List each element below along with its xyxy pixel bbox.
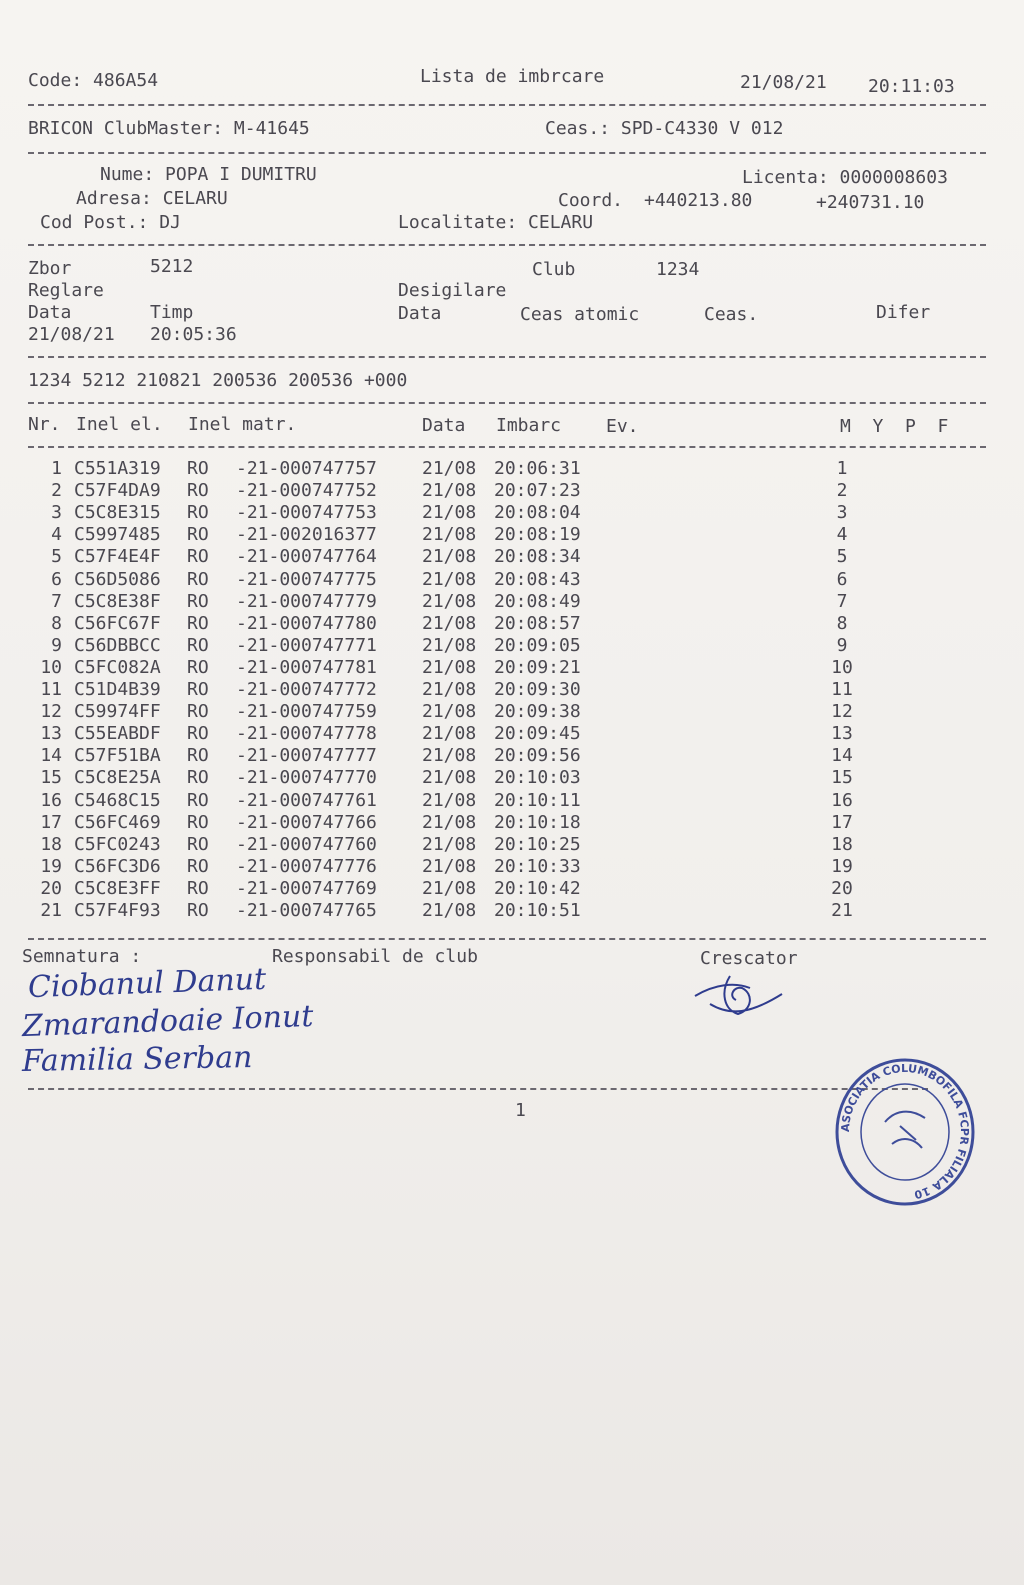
table-row — [0, 458, 1024, 480]
desigilare-label: Desigilare — [398, 280, 507, 301]
header-mypf: M Y P F — [840, 416, 949, 437]
country-code: RO — [187, 679, 209, 700]
boarding-time: 20:10:25 — [494, 833, 581, 855]
boarding-date: 21/08 — [422, 745, 477, 767]
ring-number: -21-000747752 — [236, 480, 377, 502]
table-row — [0, 679, 1024, 701]
marker-m: 20 — [831, 877, 853, 899]
boarding-time: 20:08:57 — [494, 612, 581, 634]
boarding-date: 21/08 — [422, 900, 477, 921]
stamp-text: ASOCIATIA COLUMBOFILA FCPR FILIALA 10 — [838, 1061, 972, 1202]
marker-m: 13 — [831, 723, 853, 745]
header-nr: Nr. — [28, 414, 61, 435]
electronic-ring: C551A319 — [74, 458, 161, 479]
marker-m: 12 — [831, 701, 853, 723]
row-number: 13 — [40, 723, 62, 745]
table-row — [0, 900, 1024, 922]
country-code: RO — [187, 877, 209, 899]
electronic-ring: C5C8E3FF — [74, 877, 161, 899]
boarding-date: 21/08 — [422, 723, 477, 745]
document-code: Code: 486A54 — [28, 70, 159, 91]
ring-number: -21-000747777 — [236, 745, 377, 767]
ring-number: -21-000747765 — [236, 900, 377, 921]
clock-id: Ceas.: SPD-C4330 V 012 — [545, 118, 784, 139]
breeder-label: Crescator — [700, 948, 798, 969]
boarding-time: 20:10:18 — [494, 811, 581, 833]
license-number: Licenta: 0000008603 — [742, 167, 948, 188]
electronic-ring: C55EABDF — [74, 723, 161, 745]
boarding-time: 20:10:42 — [494, 877, 581, 899]
divider — [28, 152, 986, 154]
header-imbarc: Imbarc — [496, 415, 562, 436]
row-number: 8 — [51, 612, 62, 634]
electronic-ring: C57F4E4F — [74, 546, 161, 568]
locality: Localitate: CELARU — [398, 212, 594, 233]
marker-m: 5 — [836, 546, 848, 568]
marker-m: 7 — [836, 590, 848, 612]
marker-m: 10 — [831, 656, 853, 678]
boarding-time: 20:08:43 — [494, 568, 581, 590]
table-row — [0, 856, 1024, 878]
boarding-date: 21/08 — [422, 811, 477, 833]
boarding-date: 21/08 — [422, 546, 477, 568]
boarding-date: 21/08 — [422, 458, 477, 479]
marker-m: 16 — [831, 789, 853, 811]
divider — [28, 402, 986, 404]
header-inel-matr: Inel matr. — [188, 414, 297, 435]
country-code: RO — [187, 767, 209, 789]
postal-code: Cod Post.: DJ — [40, 212, 181, 233]
table-row — [0, 524, 1024, 546]
table-row — [0, 657, 1024, 679]
ring-number: -21-000747780 — [236, 612, 377, 634]
electronic-ring: C5C8E38F — [74, 590, 161, 612]
reglare-date: 21/08/21 — [28, 324, 115, 345]
electronic-ring: C56D5086 — [74, 568, 161, 590]
electronic-ring: C5FC0243 — [74, 833, 161, 855]
country-code: RO — [187, 568, 209, 590]
flight-summary-code: 1234 5212 210821 200536 200536 +000 — [28, 370, 408, 391]
marker-m: 6 — [836, 568, 848, 590]
ring-number: -21-000747764 — [236, 546, 377, 568]
boarding-date: 21/08 — [422, 590, 477, 612]
header-data: Data — [422, 415, 466, 436]
club-value: 1234 — [656, 259, 700, 280]
table-row — [0, 878, 1024, 900]
handwritten-signature-3: Familia Serban — [21, 1039, 253, 1080]
owner-name: Nume: POPA I DUMITRU — [100, 164, 317, 185]
boarding-time: 20:09:21 — [494, 656, 581, 678]
boarding-time: 20:07:23 — [494, 480, 581, 502]
row-number: 18 — [40, 833, 62, 855]
electronic-ring: C5FC082A — [74, 656, 161, 678]
table-row — [0, 502, 1024, 524]
difer-label: Difer — [876, 302, 931, 323]
marker-m: 17 — [831, 811, 853, 833]
country-code: RO — [187, 723, 209, 745]
row-number: 6 — [51, 568, 62, 590]
ring-number: -21-000747759 — [236, 701, 377, 723]
country-code: RO — [187, 656, 209, 678]
row-number: 12 — [40, 701, 62, 723]
print-date: 21/08/21 — [740, 72, 827, 93]
marker-m: 18 — [831, 833, 853, 855]
marker-m: 8 — [836, 612, 848, 634]
table-row — [0, 635, 1024, 657]
clubmaster-id: BRICON ClubMaster: M-41645 — [28, 118, 310, 139]
club-responsible-label: Responsabil de club — [272, 946, 478, 967]
country-code: RO — [187, 612, 209, 634]
electronic-ring: C56DBBCC — [74, 634, 161, 656]
country-code: RO — [187, 900, 209, 921]
boarding-date: 21/08 — [422, 524, 477, 546]
divider — [28, 244, 986, 246]
row-number: 1 — [51, 458, 62, 479]
club-stamp — [830, 1052, 980, 1212]
row-number: 14 — [40, 745, 62, 767]
boarding-date: 21/08 — [422, 877, 477, 899]
table-row — [0, 834, 1024, 856]
boarding-time: 20:08:49 — [494, 590, 581, 612]
boarding-time: 20:08:19 — [494, 524, 581, 546]
boarding-time: 20:08:34 — [494, 546, 581, 568]
ring-number: -21-000747778 — [236, 723, 377, 745]
boarding-date: 21/08 — [422, 502, 477, 524]
boarding-date: 21/08 — [422, 679, 477, 700]
boarding-time: 20:09:45 — [494, 723, 581, 745]
page-number: 1 — [515, 1100, 526, 1121]
country-code: RO — [187, 546, 209, 568]
boarding-time: 20:10:03 — [494, 767, 581, 789]
zbor-value: 5212 — [150, 256, 194, 277]
row-number: 10 — [40, 656, 62, 678]
marker-m: 2 — [836, 480, 848, 502]
boarding-date: 21/08 — [422, 767, 477, 789]
print-time: 20:11:03 — [868, 76, 955, 97]
row-number: 17 — [40, 811, 62, 833]
row-number: 21 — [40, 900, 62, 921]
marker-m: 4 — [836, 524, 848, 546]
breeder-signature-mark — [690, 970, 790, 1030]
reglare-time: 20:05:36 — [150, 324, 237, 345]
row-number: 11 — [40, 679, 62, 700]
ring-number: -21-000747753 — [236, 502, 377, 524]
table-row — [0, 812, 1024, 834]
ring-number: -21-000747779 — [236, 590, 377, 612]
ceas-atomic-label: Ceas atomic — [520, 304, 640, 325]
owner-address: Adresa: CELARU — [76, 188, 228, 209]
signature-label: Semnatura : — [22, 946, 142, 967]
ring-number: -21-000747766 — [236, 811, 377, 833]
divider — [28, 938, 986, 940]
divider — [28, 356, 986, 358]
reglare-label: Reglare — [28, 280, 104, 301]
row-number: 9 — [51, 634, 62, 656]
country-code: RO — [187, 458, 209, 479]
country-code: RO — [187, 634, 209, 656]
table-row — [0, 701, 1024, 723]
electronic-ring: C57F51BA — [74, 745, 161, 767]
ring-number: -21-000747776 — [236, 855, 377, 877]
marker-m: 11 — [831, 679, 853, 700]
divider — [28, 446, 986, 448]
country-code: RO — [187, 745, 209, 767]
timp-label: Timp — [150, 302, 194, 323]
electronic-ring: C5997485 — [74, 524, 161, 546]
boarding-time: 20:09:30 — [494, 679, 581, 700]
marker-m: 14 — [831, 745, 853, 767]
ring-number: -21-000747761 — [236, 789, 377, 811]
country-code: RO — [187, 524, 209, 546]
table-row — [0, 546, 1024, 568]
ring-number: -21-000747775 — [236, 568, 377, 590]
marker-m: 1 — [836, 458, 848, 479]
country-code: RO — [187, 590, 209, 612]
coord-latitude: +440213.80 — [644, 190, 753, 211]
coord-longitude: +240731.10 — [816, 192, 925, 213]
electronic-ring: C5C8E25A — [74, 767, 161, 789]
row-number: 5 — [51, 546, 62, 568]
electronic-ring: C56FC67F — [74, 612, 161, 634]
header-inel-el: Inel el. — [76, 414, 163, 435]
boarding-time: 20:09:38 — [494, 701, 581, 723]
header-ev: Ev. — [606, 416, 639, 437]
country-code: RO — [187, 789, 209, 811]
ring-number: -21-000747757 — [236, 458, 377, 479]
ring-number: -21-000747772 — [236, 679, 377, 700]
marker-m: 19 — [831, 855, 853, 877]
document-title: Lista de imbrcare — [420, 66, 605, 87]
boarding-time: 20:10:11 — [494, 789, 581, 811]
table-row — [0, 569, 1024, 591]
marker-m: 21 — [831, 900, 853, 921]
boarding-date: 21/08 — [422, 612, 477, 634]
boarding-date: 21/08 — [422, 789, 477, 811]
boarding-date: 21/08 — [422, 833, 477, 855]
boarding-date: 21/08 — [422, 634, 477, 656]
boarding-time: 20:06:31 — [494, 458, 581, 479]
electronic-ring: C5468C15 — [74, 789, 161, 811]
zbor-label: Zbor — [28, 258, 72, 279]
table-row — [0, 480, 1024, 502]
country-code: RO — [187, 701, 209, 723]
boarding-date: 21/08 — [422, 855, 477, 877]
ring-number: -21-002016377 — [236, 524, 377, 546]
row-number: 7 — [51, 590, 62, 612]
row-number: 19 — [40, 855, 62, 877]
electronic-ring: C51D4B39 — [74, 679, 161, 700]
country-code: RO — [187, 855, 209, 877]
row-number: 16 — [40, 789, 62, 811]
ceas-label: Ceas. — [704, 304, 759, 325]
data-label: Data — [28, 302, 72, 323]
country-code: RO — [187, 833, 209, 855]
table-row — [0, 767, 1024, 789]
ring-number: -21-000747769 — [236, 877, 377, 899]
table-row — [0, 591, 1024, 613]
table-row — [0, 613, 1024, 635]
boarding-time: 20:10:33 — [494, 855, 581, 877]
boarding-time: 20:08:04 — [494, 502, 581, 524]
marker-m: 9 — [836, 634, 848, 656]
data-label-2: Data — [398, 303, 442, 324]
country-code: RO — [187, 811, 209, 833]
ring-number: -21-000747781 — [236, 656, 377, 678]
ring-number: -21-000747760 — [236, 833, 377, 855]
row-number: 4 — [51, 524, 62, 546]
club-label: Club — [532, 259, 576, 280]
country-code: RO — [187, 480, 209, 502]
row-number: 15 — [40, 767, 62, 789]
electronic-ring: C56FC3D6 — [74, 855, 161, 877]
electronic-ring: C59974FF — [74, 701, 161, 723]
boarding-time: 20:09:56 — [494, 745, 581, 767]
ring-number: -21-000747770 — [236, 767, 377, 789]
country-code: RO — [187, 502, 209, 524]
divider — [28, 104, 986, 106]
boarding-date: 21/08 — [422, 568, 477, 590]
row-number: 20 — [40, 877, 62, 899]
boarding-date: 21/08 — [422, 480, 477, 502]
electronic-ring: C57F4DA9 — [74, 480, 161, 502]
table-row — [0, 745, 1024, 767]
table-row — [0, 723, 1024, 745]
coord-label: Coord. — [558, 190, 624, 211]
row-number: 3 — [51, 502, 62, 524]
marker-m: 15 — [831, 767, 853, 789]
boarding-time: 20:10:51 — [494, 900, 581, 921]
handwritten-signature-1: Ciobanul Danut — [27, 961, 267, 1006]
boarding-date: 21/08 — [422, 701, 477, 723]
table-row — [0, 790, 1024, 812]
divider — [28, 1088, 928, 1090]
marker-m: 3 — [836, 502, 848, 524]
electronic-ring: C5C8E315 — [74, 502, 161, 524]
boarding-time: 20:09:05 — [494, 634, 581, 656]
row-number: 2 — [51, 480, 62, 502]
electronic-ring: C56FC469 — [74, 811, 161, 833]
electronic-ring: C57F4F93 — [74, 900, 161, 921]
handwritten-signature-2: Zmarandoaie Ionut — [21, 998, 314, 1045]
boarding-date: 21/08 — [422, 656, 477, 678]
ring-number: -21-000747771 — [236, 634, 377, 656]
